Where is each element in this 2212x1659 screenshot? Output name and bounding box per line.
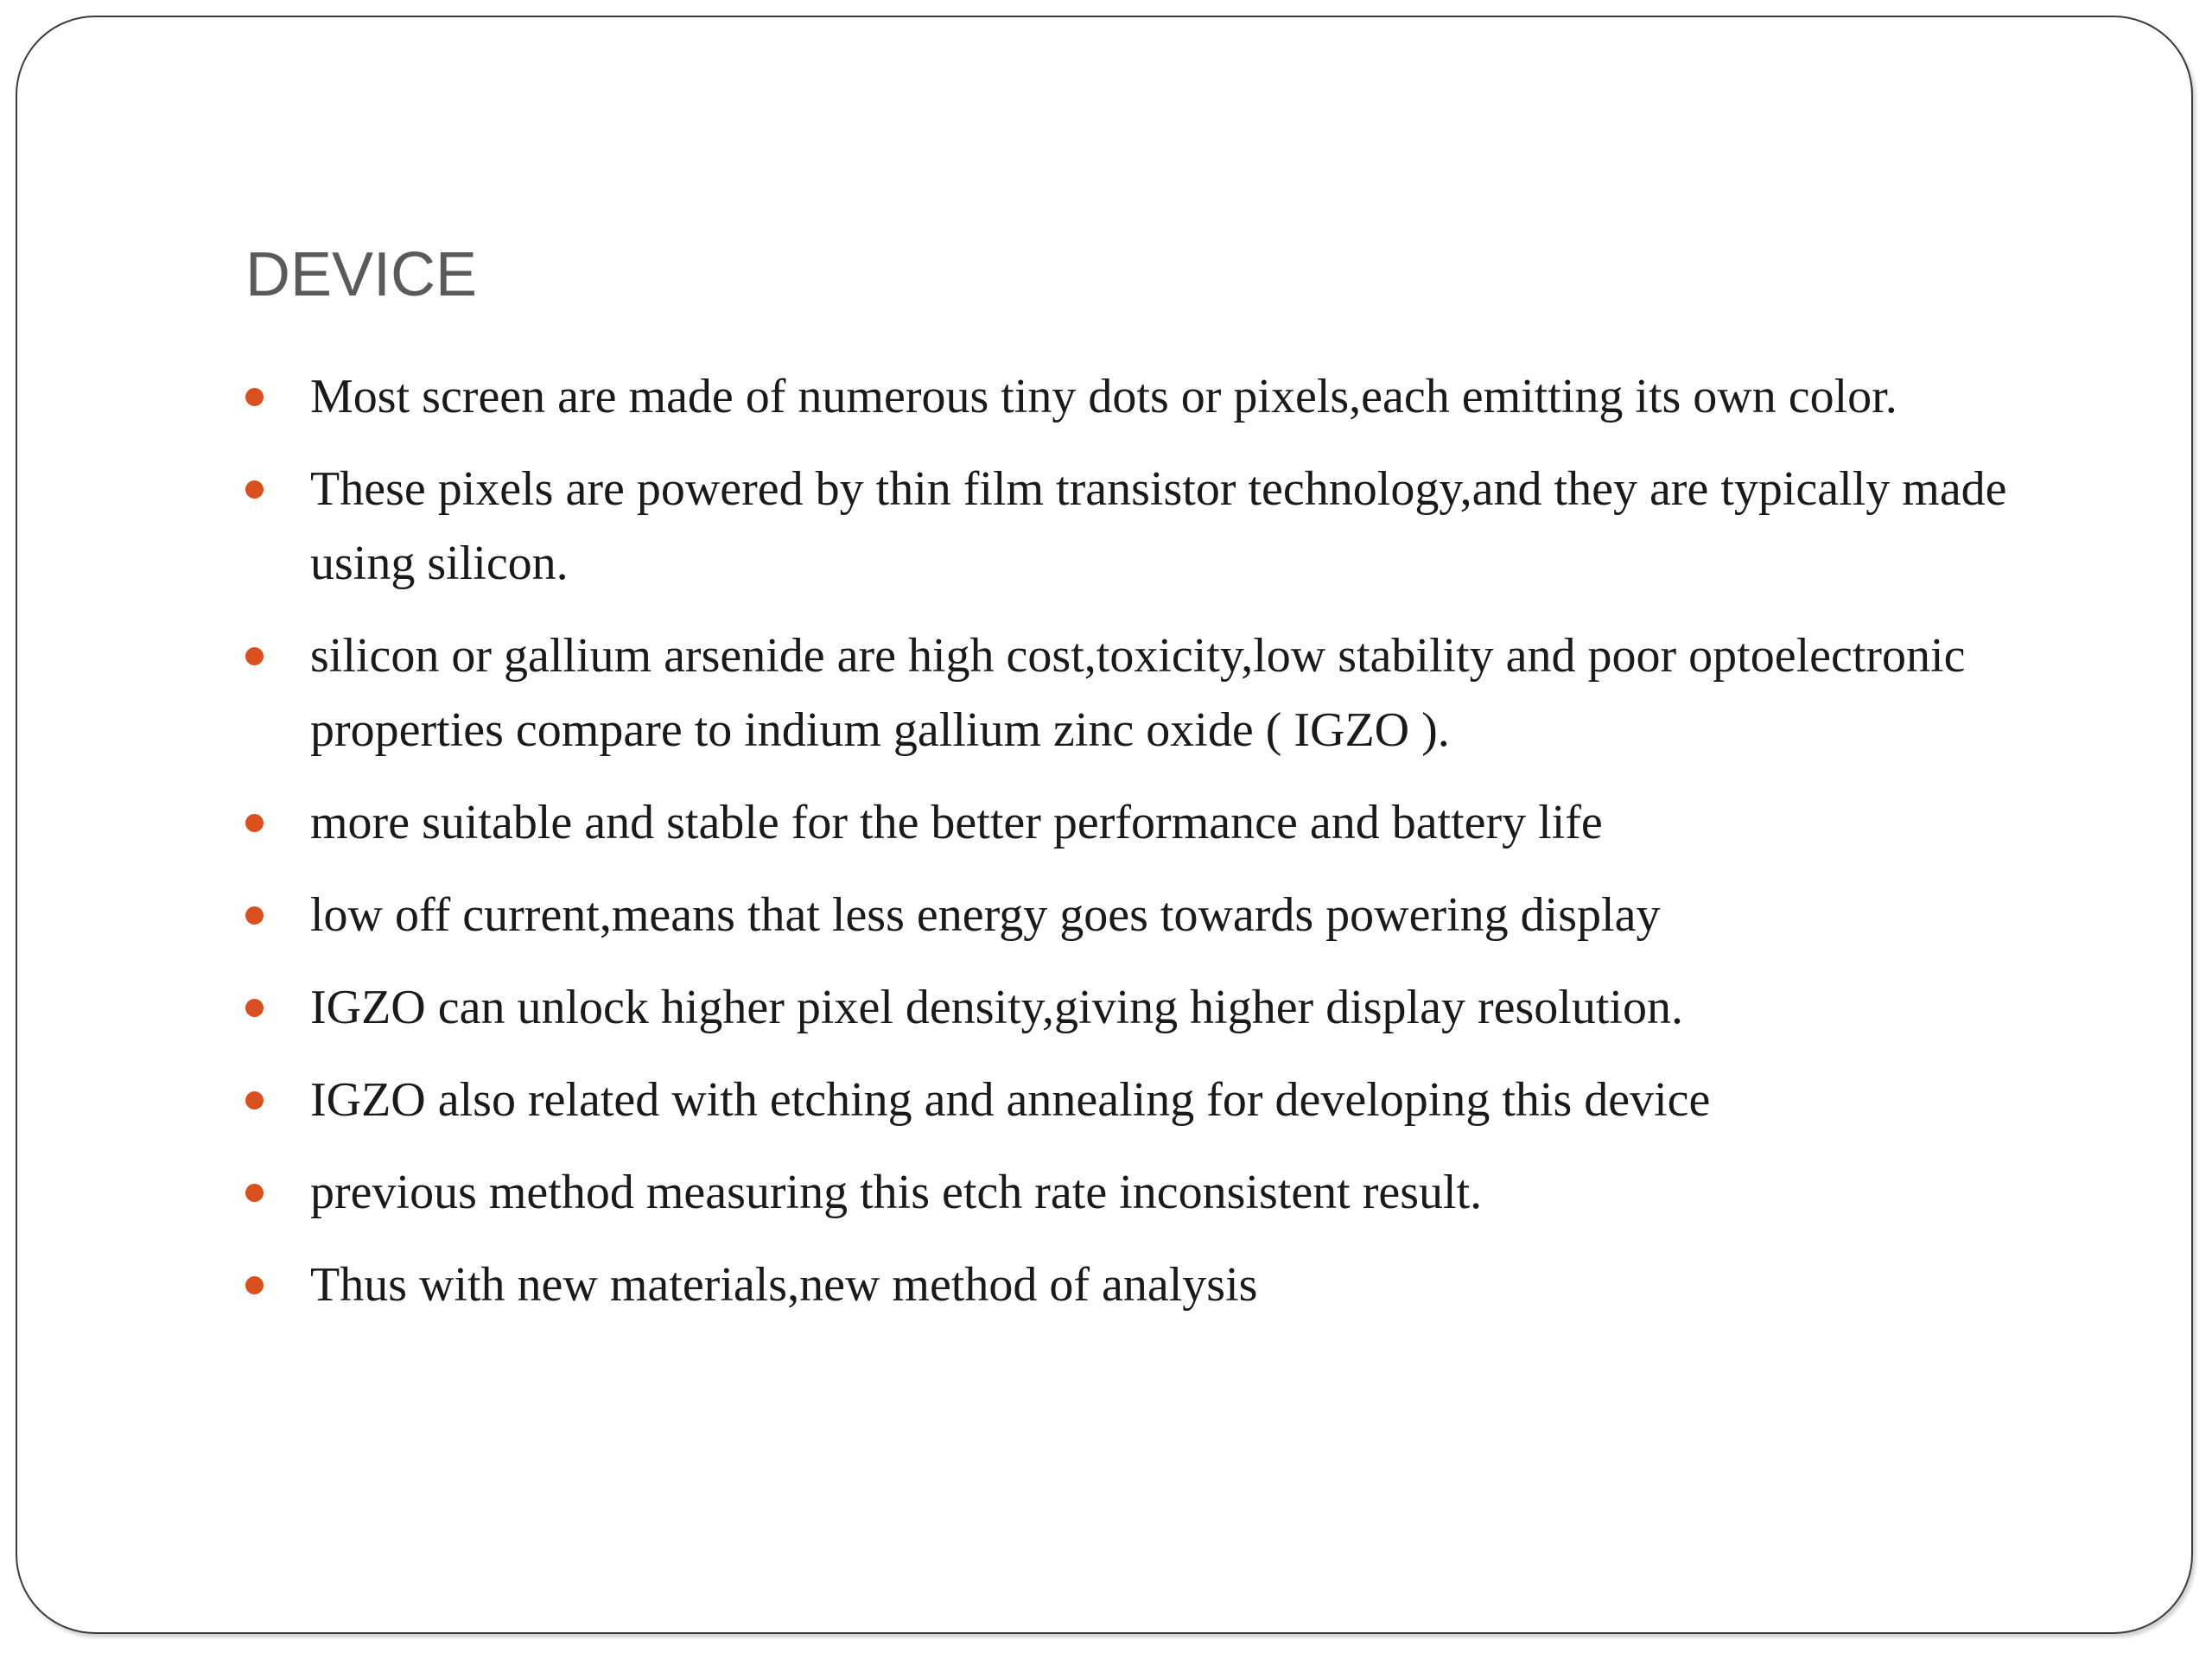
bullet-item	[245, 785, 2060, 860]
slide-title: DEVICE	[245, 240, 478, 309]
bullet-list	[245, 359, 2060, 1340]
bullet-item	[245, 619, 2060, 767]
bullet-text: Thus with new materials,new method of analysis	[310, 1258, 1258, 1312]
bullet-dot-icon	[245, 1091, 264, 1109]
bullet-text: IGZO also related with etching and annealing for developing this device	[310, 1073, 1711, 1127]
bullet-dot-icon	[245, 814, 264, 832]
bullet-item	[245, 452, 2060, 601]
bullet-text: These pixels are powered by thin film transistor technology,and they are typically made using silicon.	[310, 462, 2007, 590]
bullet-item	[245, 1063, 2060, 1137]
bullet-item	[245, 1248, 2060, 1322]
bullet-text: IGZO can unlock higher pixel density,giving higher display resolution.	[310, 981, 1683, 1034]
bullet-item	[245, 970, 2060, 1045]
bullet-text: low off current,means that less energy goes towards powering display	[310, 888, 1661, 942]
bullet-item	[245, 878, 2060, 952]
bullet-text: Most screen are made of numerous tiny dots or pixels,each emitting its own color.	[310, 370, 1897, 423]
bullet-dot-icon	[245, 388, 264, 406]
bullet-item	[245, 359, 2060, 434]
bullet-text: more suitable and stable for the better performance and battery life	[310, 796, 1603, 849]
bullet-dot-icon	[245, 906, 264, 925]
bullet-item	[245, 1155, 2060, 1230]
bullet-dot-icon	[245, 647, 264, 665]
bullet-dot-icon	[245, 480, 264, 499]
bullet-dot-icon	[245, 1276, 264, 1294]
bullet-dot-icon	[245, 1184, 264, 1202]
bullet-dot-icon	[245, 999, 264, 1017]
bullet-text: previous method measuring this etch rate inconsistent result.	[310, 1166, 1483, 1219]
bullet-text: silicon or gallium arsenide are high cost,toxicity,low stability and poor optoelectronic properties compare to indium gallium zinc oxide ( IGZO ).	[310, 629, 1966, 757]
